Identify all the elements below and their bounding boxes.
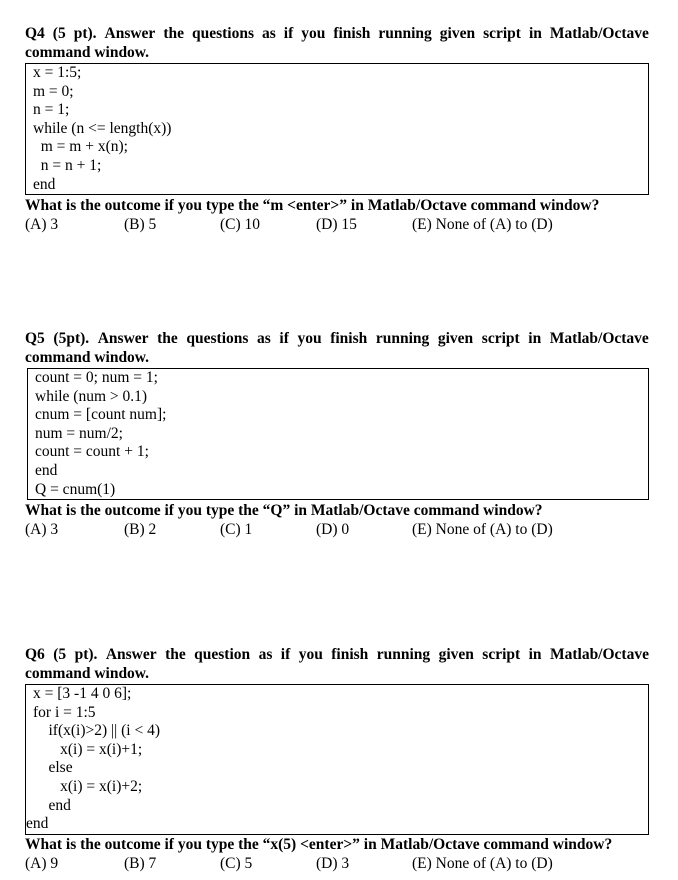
question-5 xyxy=(25,329,649,539)
code-line: for i = 1:5 xyxy=(33,703,96,721)
question-prompt: What is the outcome if you type the “Q” in Matlab/Octave command window? xyxy=(25,502,543,520)
code-line: n = 1; xyxy=(33,101,70,119)
option-c: (C) 1 xyxy=(220,521,253,539)
code-line: count = count + 1; xyxy=(35,443,149,461)
code-line: m = m + x(n); xyxy=(33,138,128,156)
question-header xyxy=(25,329,649,367)
header-line-1: Q6 (5 pt). Answer the question as if you finish running given script in Matlab/Octave xyxy=(25,646,649,663)
question-prompt: What is the outcome if you type the “x(5) <enter>” in Matlab/Octave command window? xyxy=(25,835,613,853)
option-b: (B) 7 xyxy=(124,854,157,872)
option-b: (B) 5 xyxy=(124,216,157,234)
header-line-1: Q5 (5pt). Answer the questions as if you finish running given script in Matlab/Octave xyxy=(25,330,649,347)
code-line: n = n + 1; xyxy=(33,156,102,174)
code-line: cnum = [count num]; xyxy=(35,406,167,424)
code-line: count = 0; num = 1; xyxy=(35,369,158,386)
option-d: (D) 15 xyxy=(316,216,357,234)
question-6 xyxy=(25,645,649,873)
option-d: (D) 3 xyxy=(316,854,350,872)
code-line: end xyxy=(26,815,49,833)
question-header xyxy=(25,24,649,62)
answer-options xyxy=(25,520,649,539)
header-line-2: command window. xyxy=(25,349,150,366)
code-box xyxy=(25,63,649,195)
code-box xyxy=(25,684,649,835)
question-4 xyxy=(25,24,649,234)
code-line: x = [3 -1 4 0 6]; xyxy=(33,685,132,702)
option-a: (A) 3 xyxy=(25,216,59,234)
code-line: if(x(i)>2) || (i < 4) xyxy=(33,722,160,740)
code-line: while (num > 0.1) xyxy=(35,387,148,405)
option-d: (D) 0 xyxy=(316,521,350,539)
code-line: else xyxy=(33,759,73,777)
option-c: (C) 10 xyxy=(220,216,261,234)
code-line: end xyxy=(33,796,71,814)
option-e: (E) None of (A) to (D) xyxy=(412,854,553,872)
header-line-2: command window. xyxy=(25,665,150,682)
option-c: (C) 5 xyxy=(220,854,253,872)
option-a: (A) 9 xyxy=(25,854,59,872)
header-line-1: Q4 (5 pt). Answer the questions as if you finish running given script in Matlab/Octave xyxy=(25,25,649,42)
code-line: end xyxy=(33,175,56,193)
code-line: num = num/2; xyxy=(35,424,123,442)
code-line: end xyxy=(35,461,58,479)
option-e: (E) None of (A) to (D) xyxy=(412,216,553,234)
code-line: Q = cnum(1) xyxy=(35,480,116,498)
answer-options xyxy=(25,215,649,234)
option-b: (B) 2 xyxy=(124,521,157,539)
code-line: x = 1:5; xyxy=(33,64,82,81)
option-a: (A) 3 xyxy=(25,521,59,539)
question-prompt: What is the outcome if you type the “m <enter>” in Matlab/Octave command window? xyxy=(25,197,600,215)
option-e: (E) None of (A) to (D) xyxy=(412,521,553,539)
code-line: x(i) = x(i)+2; xyxy=(33,777,143,795)
header-line-2: command window. xyxy=(25,44,150,61)
answer-options xyxy=(25,854,649,873)
code-line: m = 0; xyxy=(33,82,74,100)
question-header xyxy=(25,645,649,683)
code-line: x(i) = x(i)+1; xyxy=(33,740,143,758)
code-line: while (n <= length(x)) xyxy=(33,119,172,137)
code-box xyxy=(27,368,649,500)
